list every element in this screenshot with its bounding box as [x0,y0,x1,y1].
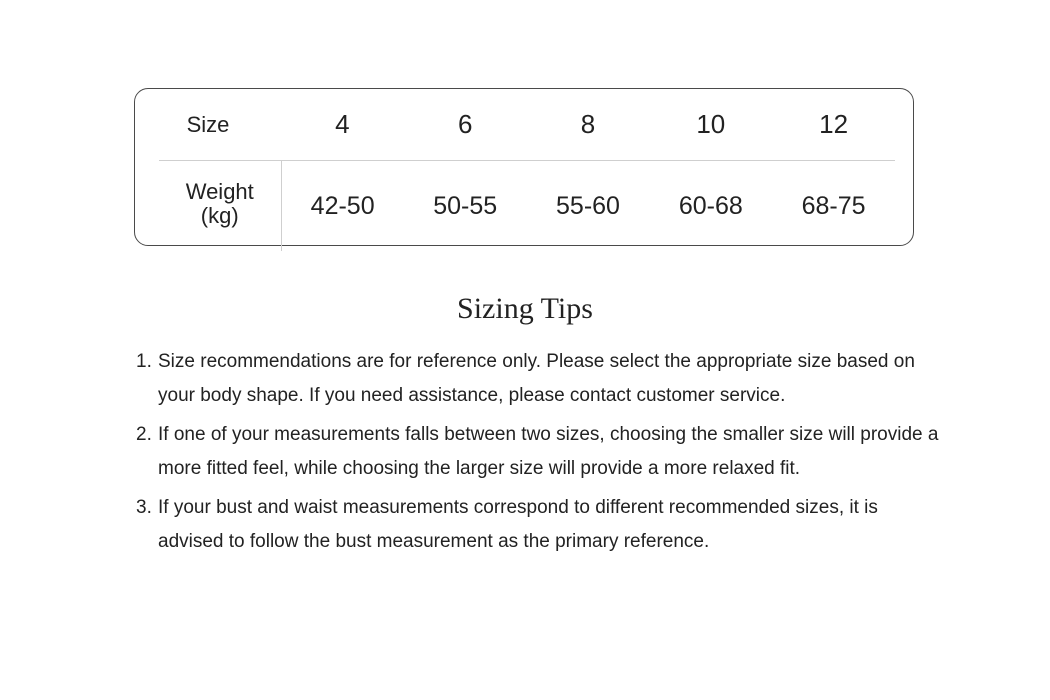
size-chart-table [159,89,895,251]
sizing-tip-item [136,491,946,559]
weight-cell: 55-60 [556,191,620,220]
sizing-tips-title: Sizing Tips [457,292,593,325]
sizing-tip-item [136,418,946,486]
size-cell: 6 [404,89,527,161]
size-cell: 12 [772,89,895,161]
sizing-tips-list [136,345,946,564]
weight-label-line2: (kg) [200,203,239,228]
sizing-tip-number: 2. [136,424,152,445]
weight-row [159,161,895,252]
sizing-tip-number: 3. [136,497,152,518]
size-cell: 4 [281,89,404,161]
size-cell: 10 [649,89,772,161]
weight-cell: 42-50 [310,191,375,220]
size-chart-card [134,88,914,246]
size-row [159,89,895,161]
sizing-tip-text: If your bust and waist measurements correspond to different recommended sizes, it is advised to follow the bust measurement as the primary reference. [158,497,878,552]
sizing-tip-text: If one of your measurements falls between two sizes, choosing the smaller size will provide a more fitted feel, while choosing the larger size will provide a more relaxed fit. [158,424,939,479]
weight-cell: 68-75 [801,191,866,220]
sizing-tip-text: Size recommendations are for reference only. Please select the appropriate size based on your body shape. If you need assistance, please contact customer service. [158,351,915,406]
weight-cell: 60-68 [678,191,743,220]
weight-label-line1: Weight [185,179,254,204]
size-row-label: Size [159,89,281,161]
sizing-tip-item [136,345,946,413]
weight-cell: 50-55 [433,191,498,220]
sizing-tip-number: 1. [136,351,152,372]
weight-row-label [159,161,281,252]
size-cell: 8 [527,89,650,161]
